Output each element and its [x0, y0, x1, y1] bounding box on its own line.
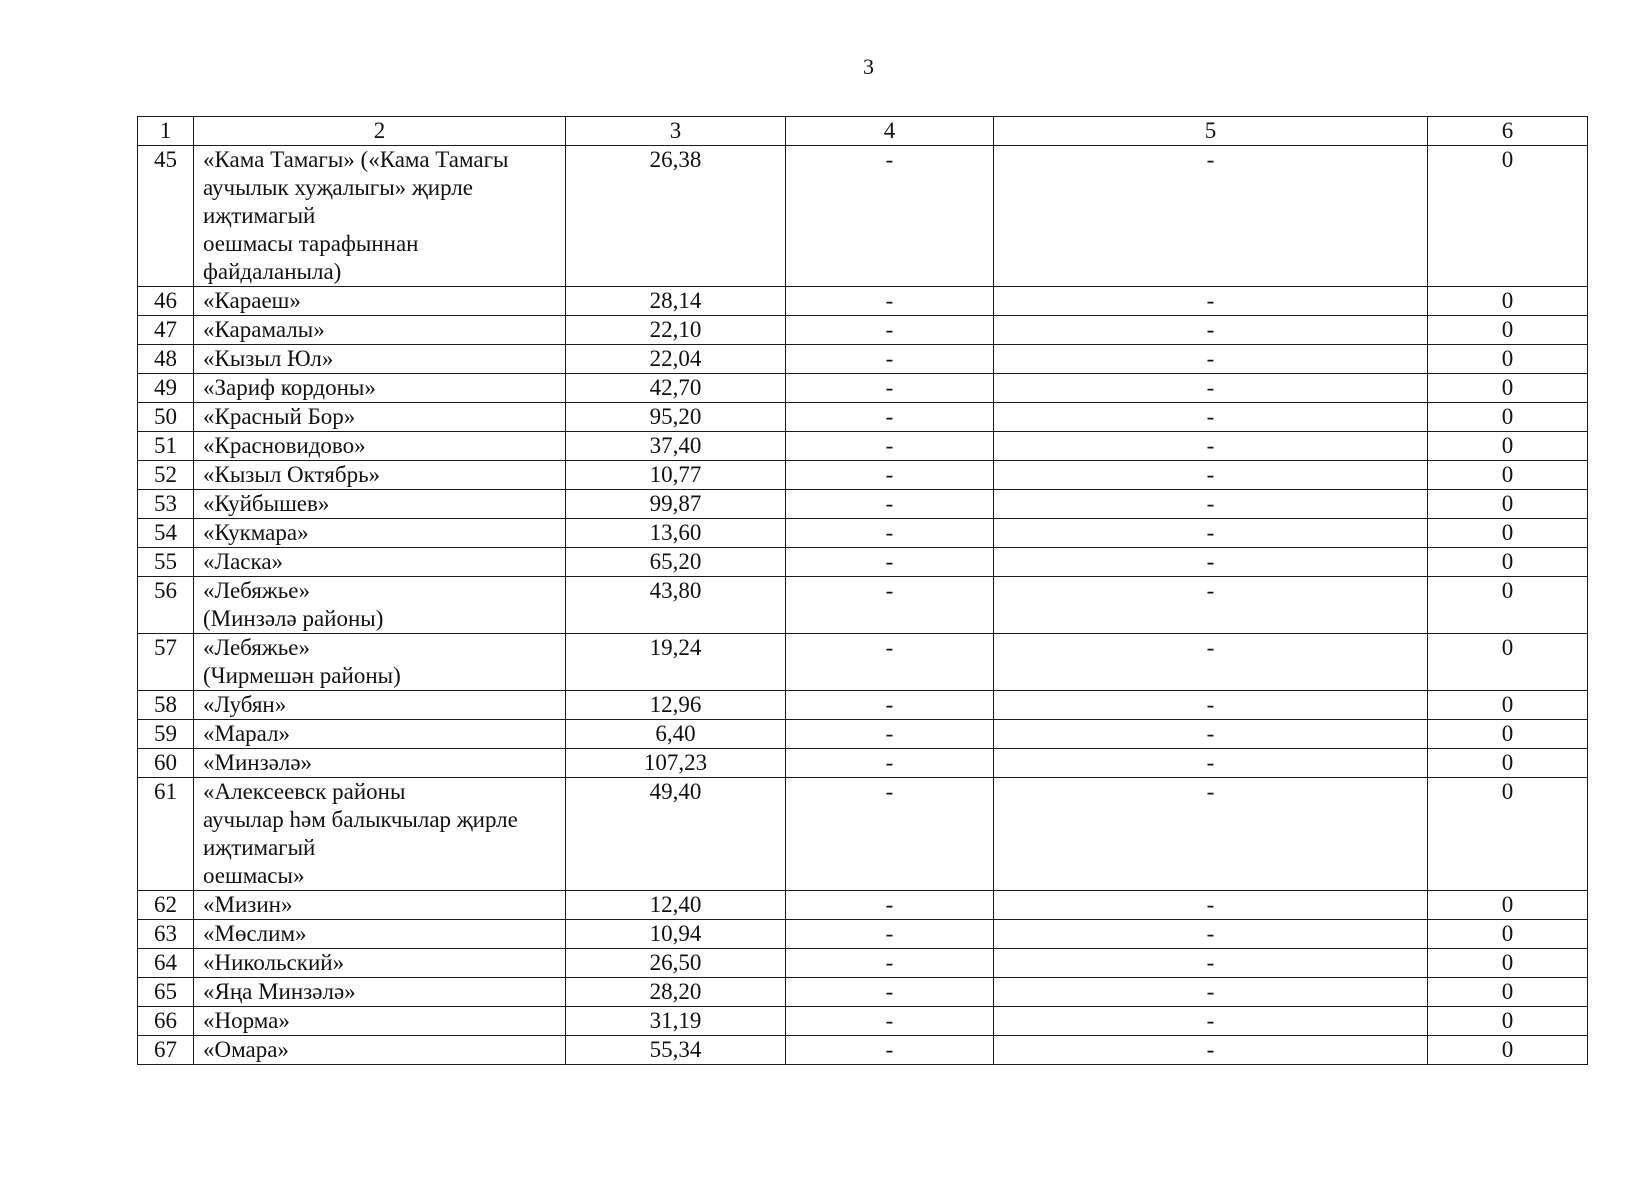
table-row: [138, 1007, 1588, 1036]
name-cell: [194, 691, 566, 720]
col4-cell: -: [786, 287, 994, 316]
name-line: аучылар һәм балыкчылар җирле: [203, 807, 518, 832]
row-number-cell: 45: [138, 146, 194, 287]
name-line: оешмасы»: [203, 863, 305, 888]
table-row: [138, 345, 1588, 374]
col5-cell: -: [994, 749, 1428, 778]
col5-cell: -: [994, 778, 1428, 891]
row-number-cell: 54: [138, 519, 194, 548]
col4-cell: -: [786, 345, 994, 374]
name-cell: [194, 287, 566, 316]
col4-cell: -: [786, 316, 994, 345]
name-line: «Красный Бор»: [203, 404, 356, 429]
col5-cell: -: [994, 316, 1428, 345]
col6-cell: 0: [1428, 287, 1588, 316]
name-cell: [194, 720, 566, 749]
col5-cell: -: [994, 691, 1428, 720]
name-line: «Норма»: [203, 1008, 290, 1033]
name-line: «Мөслим»: [203, 921, 307, 946]
col5-cell: -: [994, 461, 1428, 490]
name-line: аучылык хуҗалыгы» җирле: [203, 175, 473, 200]
row-number-cell: 52: [138, 461, 194, 490]
name-line: «Кама Тамагы» («Кама Тамагы: [203, 147, 509, 172]
col5-cell: -: [994, 720, 1428, 749]
name-cell: [194, 920, 566, 949]
name-cell: [194, 891, 566, 920]
col6-cell: 0: [1428, 749, 1588, 778]
row-number-cell: 56: [138, 577, 194, 634]
header-row: [138, 117, 1588, 146]
table-row: [138, 519, 1588, 548]
table-row: [138, 720, 1588, 749]
header-cell-5: 5: [994, 117, 1428, 146]
value-cell: 6,40: [566, 720, 786, 749]
header-cell-1: 1: [138, 117, 194, 146]
col5-cell: -: [994, 146, 1428, 287]
row-number-cell: 49: [138, 374, 194, 403]
col6-cell: 0: [1428, 432, 1588, 461]
row-number-cell: 60: [138, 749, 194, 778]
table-row: [138, 691, 1588, 720]
table-row: [138, 461, 1588, 490]
value-cell: 43,80: [566, 577, 786, 634]
col4-cell: -: [786, 577, 994, 634]
row-number-cell: 50: [138, 403, 194, 432]
name-line: «Красновидово»: [203, 433, 366, 458]
name-line: «Куйбышев»: [203, 491, 330, 516]
header-cell-2: 2: [194, 117, 566, 146]
row-number-cell: 55: [138, 548, 194, 577]
col6-cell: 0: [1428, 461, 1588, 490]
row-number-cell: 57: [138, 634, 194, 691]
name-line: «Никольский»: [203, 950, 345, 975]
col4-cell: -: [786, 949, 994, 978]
table-row: [138, 920, 1588, 949]
name-line: (Минзәлә районы): [203, 606, 384, 631]
value-cell: 19,24: [566, 634, 786, 691]
row-number-cell: 51: [138, 432, 194, 461]
table-row: [138, 490, 1588, 519]
data-table: [137, 116, 1588, 1065]
table-row: [138, 749, 1588, 778]
name-cell: [194, 548, 566, 577]
col4-cell: -: [786, 691, 994, 720]
row-number-cell: 58: [138, 691, 194, 720]
row-number-cell: 47: [138, 316, 194, 345]
col5-cell: -: [994, 978, 1428, 1007]
name-line: оешмасы тарафыннан: [203, 231, 419, 256]
name-line: «Ласка»: [203, 549, 284, 574]
value-cell: 99,87: [566, 490, 786, 519]
col6-cell: 0: [1428, 949, 1588, 978]
value-cell: 37,40: [566, 432, 786, 461]
value-cell: 95,20: [566, 403, 786, 432]
name-line: «Кызыл Юл»: [203, 346, 334, 371]
col6-cell: 0: [1428, 920, 1588, 949]
name-cell: [194, 634, 566, 691]
col4-cell: -: [786, 891, 994, 920]
row-number-cell: 46: [138, 287, 194, 316]
col6-cell: 0: [1428, 891, 1588, 920]
value-cell: 26,38: [566, 146, 786, 287]
col6-cell: 0: [1428, 345, 1588, 374]
col6-cell: 0: [1428, 577, 1588, 634]
header-cell-4: 4: [786, 117, 994, 146]
col5-cell: -: [994, 519, 1428, 548]
col4-cell: -: [786, 461, 994, 490]
value-cell: 10,94: [566, 920, 786, 949]
col6-cell: 0: [1428, 490, 1588, 519]
col5-cell: -: [994, 891, 1428, 920]
name-cell: [194, 316, 566, 345]
name-cell: [194, 146, 566, 287]
name-cell: [194, 1036, 566, 1065]
value-cell: 55,34: [566, 1036, 786, 1065]
col6-cell: 0: [1428, 519, 1588, 548]
col6-cell: 0: [1428, 316, 1588, 345]
table-row: [138, 1036, 1588, 1065]
col5-cell: -: [994, 634, 1428, 691]
value-cell: 42,70: [566, 374, 786, 403]
col6-cell: 0: [1428, 691, 1588, 720]
name-line: файдаланыла): [203, 259, 342, 284]
col4-cell: -: [786, 548, 994, 577]
col4-cell: -: [786, 1036, 994, 1065]
table-row: [138, 374, 1588, 403]
col4-cell: -: [786, 778, 994, 891]
name-cell: [194, 490, 566, 519]
name-line: «Мизин»: [203, 892, 293, 917]
col6-cell: 0: [1428, 146, 1588, 287]
row-number-cell: 62: [138, 891, 194, 920]
row-number-cell: 64: [138, 949, 194, 978]
row-number-cell: 48: [138, 345, 194, 374]
header-cell-3: 3: [566, 117, 786, 146]
value-cell: 31,19: [566, 1007, 786, 1036]
table-row: [138, 978, 1588, 1007]
value-cell: 22,04: [566, 345, 786, 374]
col4-cell: -: [786, 749, 994, 778]
col4-cell: -: [786, 374, 994, 403]
value-cell: 12,96: [566, 691, 786, 720]
header-cell-6: 6: [1428, 117, 1588, 146]
col5-cell: -: [994, 1007, 1428, 1036]
value-cell: 13,60: [566, 519, 786, 548]
value-cell: 22,10: [566, 316, 786, 345]
name-line: «Зариф кордоны»: [203, 375, 376, 400]
col5-cell: -: [994, 374, 1428, 403]
col4-cell: -: [786, 920, 994, 949]
col5-cell: -: [994, 548, 1428, 577]
col5-cell: -: [994, 345, 1428, 374]
col6-cell: 0: [1428, 1036, 1588, 1065]
col5-cell: -: [994, 1036, 1428, 1065]
col4-cell: -: [786, 519, 994, 548]
name-cell: [194, 778, 566, 891]
name-line: «Караеш»: [203, 288, 301, 313]
table-row: [138, 548, 1588, 577]
name-line: «Кукмара»: [203, 520, 309, 545]
col4-cell: -: [786, 146, 994, 287]
name-cell: [194, 461, 566, 490]
table-row: [138, 634, 1588, 691]
page-number: 3: [863, 54, 874, 79]
col4-cell: -: [786, 634, 994, 691]
col5-cell: -: [994, 949, 1428, 978]
value-cell: 28,20: [566, 978, 786, 1007]
name-cell: [194, 577, 566, 634]
name-cell: [194, 949, 566, 978]
col6-cell: 0: [1428, 634, 1588, 691]
name-line: «Кызыл Октябрь»: [203, 462, 381, 487]
value-cell: 26,50: [566, 949, 786, 978]
col6-cell: 0: [1428, 720, 1588, 749]
table-row: [138, 287, 1588, 316]
name-cell: [194, 1007, 566, 1036]
name-cell: [194, 749, 566, 778]
col5-cell: -: [994, 403, 1428, 432]
table-row: [138, 577, 1588, 634]
name-cell: [194, 978, 566, 1007]
table-row: [138, 316, 1588, 345]
table-row: [138, 891, 1588, 920]
col4-cell: -: [786, 403, 994, 432]
value-cell: 12,40: [566, 891, 786, 920]
table-row: [138, 778, 1588, 891]
row-number-cell: 53: [138, 490, 194, 519]
name-line: иҗтимагый: [203, 835, 316, 860]
name-line: «Омара»: [203, 1037, 289, 1062]
col4-cell: -: [786, 720, 994, 749]
name-line: «Марал»: [203, 721, 291, 746]
row-number-cell: 63: [138, 920, 194, 949]
value-cell: 49,40: [566, 778, 786, 891]
table-row: [138, 432, 1588, 461]
col6-cell: 0: [1428, 374, 1588, 403]
name-cell: [194, 403, 566, 432]
col4-cell: -: [786, 978, 994, 1007]
col5-cell: -: [994, 920, 1428, 949]
name-line: «Лебяжье»: [203, 635, 310, 660]
name-line: «Лубян»: [203, 692, 287, 717]
name-cell: [194, 374, 566, 403]
name-cell: [194, 345, 566, 374]
row-number-cell: 67: [138, 1036, 194, 1065]
col6-cell: 0: [1428, 403, 1588, 432]
col5-cell: -: [994, 432, 1428, 461]
table-row: [138, 949, 1588, 978]
col4-cell: -: [786, 1007, 994, 1036]
name-line: «Лебяжье»: [203, 578, 310, 603]
table-body: [138, 117, 1588, 1065]
value-cell: 107,23: [566, 749, 786, 778]
value-cell: 65,20: [566, 548, 786, 577]
row-number-cell: 61: [138, 778, 194, 891]
col6-cell: 0: [1428, 978, 1588, 1007]
name-line: «Алексеевск районы: [203, 779, 406, 804]
name-line: «Минзәлә»: [203, 750, 313, 775]
col4-cell: -: [786, 490, 994, 519]
table-row: [138, 146, 1588, 287]
name-line: «Карамалы»: [203, 317, 325, 342]
value-cell: 10,77: [566, 461, 786, 490]
name-cell: [194, 432, 566, 461]
col5-cell: -: [994, 577, 1428, 634]
name-line: иҗтимагый: [203, 203, 316, 228]
name-line: «Яңа Минзәлә»: [203, 979, 356, 1004]
col5-cell: -: [994, 287, 1428, 316]
name-cell: [194, 519, 566, 548]
name-line: (Чирмешән районы): [203, 663, 401, 688]
col5-cell: -: [994, 490, 1428, 519]
col6-cell: 0: [1428, 548, 1588, 577]
table-row: [138, 403, 1588, 432]
value-cell: 28,14: [566, 287, 786, 316]
row-number-cell: 59: [138, 720, 194, 749]
row-number-cell: 65: [138, 978, 194, 1007]
col4-cell: -: [786, 432, 994, 461]
col6-cell: 0: [1428, 1007, 1588, 1036]
col6-cell: 0: [1428, 778, 1588, 891]
row-number-cell: 66: [138, 1007, 194, 1036]
